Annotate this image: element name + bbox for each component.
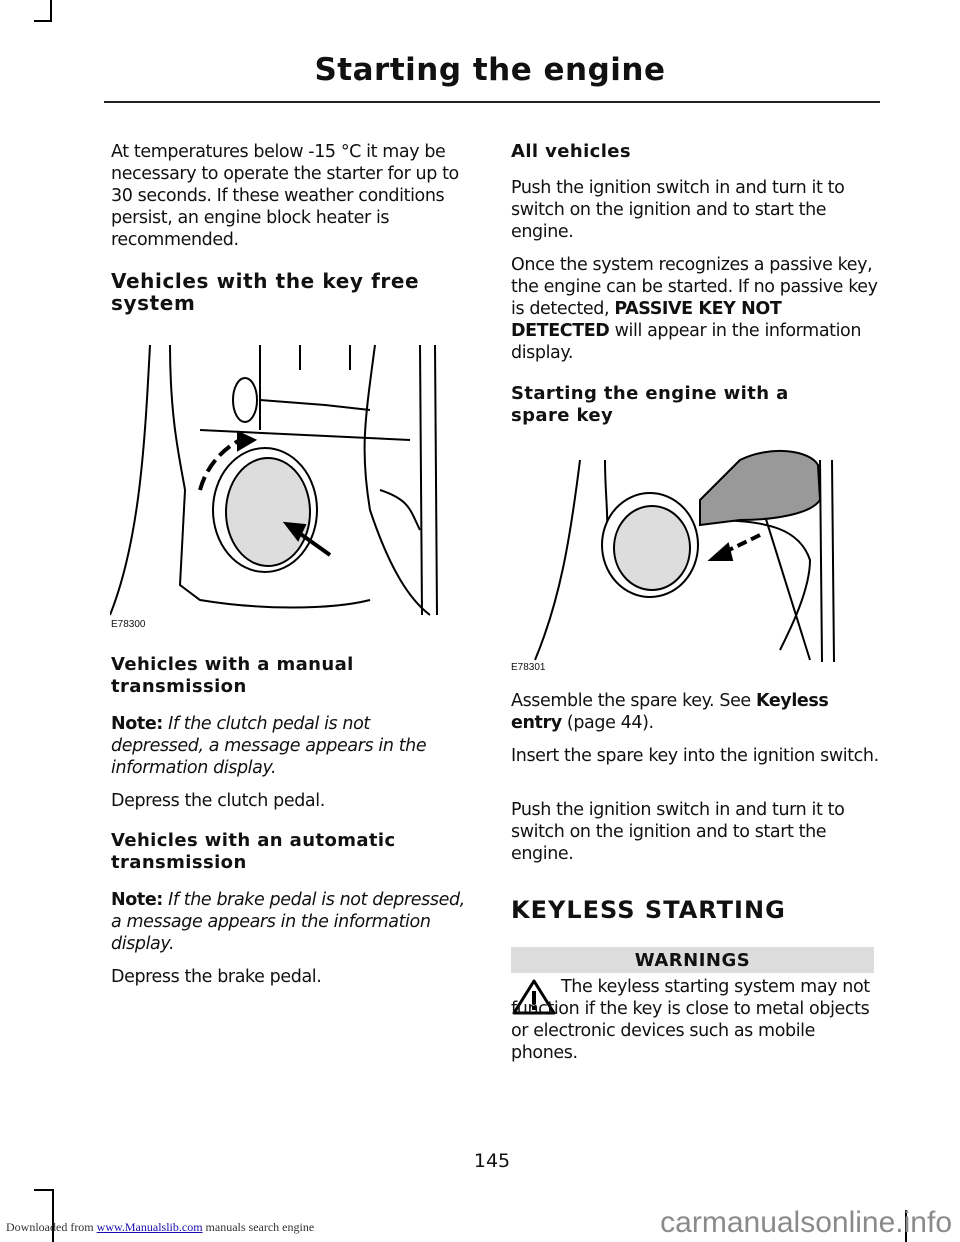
page-number: 145 bbox=[473, 1150, 511, 1172]
all-vehicles-heading: All vehicles bbox=[511, 141, 632, 162]
note-text: If the clutch pedal is not depressed, a message appears in the information display. bbox=[111, 714, 427, 778]
text: will appear in the information display. bbox=[511, 321, 862, 363]
auto-note bbox=[111, 889, 466, 955]
figure-label: E78301 bbox=[511, 662, 546, 673]
crop-mark bbox=[34, 20, 52, 22]
manual-heading: Vehicles with a manual transmission bbox=[111, 654, 354, 697]
text: Once the system recognizes a passive key, the engine can be started. If no passive key is detected, bbox=[511, 255, 878, 319]
manual-step: Depress the clutch pedal. bbox=[111, 791, 325, 811]
warning-text: The keyless starting system may not function if the key is close to metal objects or electronic devices such as mobile phones. bbox=[511, 977, 870, 1063]
cross-reference-link[interactable]: Keyless entry bbox=[511, 691, 829, 733]
spare-key-illustration bbox=[510, 440, 840, 670]
ignition-switch-illustration bbox=[110, 340, 450, 625]
download-footer bbox=[6, 1220, 314, 1235]
text: Assemble the spare key. See bbox=[511, 691, 751, 711]
note-label: Note: bbox=[111, 890, 163, 910]
all-vehicles-p2 bbox=[511, 254, 879, 364]
figure-label: E78300 bbox=[111, 619, 146, 630]
keyless-heading: KEYLESS STARTING bbox=[511, 896, 786, 924]
page-title: Starting the engine bbox=[314, 52, 666, 88]
all-vehicles-p1: Push the ignition switch in and turn it to switch on the ignition and to start the engine. bbox=[511, 178, 845, 242]
display-message: PASSIVE KEY NOT DETECTED bbox=[511, 299, 782, 341]
crop-mark bbox=[34, 1189, 54, 1191]
spare-key-p3: Push the ignition switch in and turn it to switch on the ignition and to start the engine. bbox=[511, 800, 845, 864]
watermark: carmanualsonline.info bbox=[660, 1206, 952, 1239]
text: (page 44). bbox=[566, 713, 654, 733]
title-rule bbox=[104, 101, 880, 103]
crop-mark bbox=[50, 0, 52, 22]
manualslib-link[interactable]: www.Manualslib.com bbox=[96, 1220, 203, 1234]
note-label: Note: bbox=[111, 714, 163, 734]
auto-step: Depress the brake pedal. bbox=[111, 967, 322, 987]
warnings-heading: WARNINGS bbox=[511, 947, 874, 973]
text: manuals search engine bbox=[205, 1220, 315, 1234]
auto-heading: Vehicles with an automatic transmission bbox=[111, 830, 396, 873]
spare-key-heading: Starting the engine with a spare key bbox=[511, 383, 789, 426]
manual-note bbox=[111, 713, 466, 779]
spare-key-p2: Insert the spare key into the ignition switch. bbox=[511, 746, 879, 766]
note-text: If the brake pedal is not depressed, a message appears in the information display. bbox=[111, 890, 465, 954]
keyfree-heading: Vehicles with the key free system bbox=[111, 269, 420, 315]
intro-paragraph: At temperatures below -15 °C it may be necessary to operate the starter for up to 30 seconds. If these weather conditions persist, an engine block heater is recommended. bbox=[111, 142, 459, 250]
spare-key-p1 bbox=[511, 690, 879, 734]
text: Downloaded from bbox=[6, 1220, 94, 1234]
